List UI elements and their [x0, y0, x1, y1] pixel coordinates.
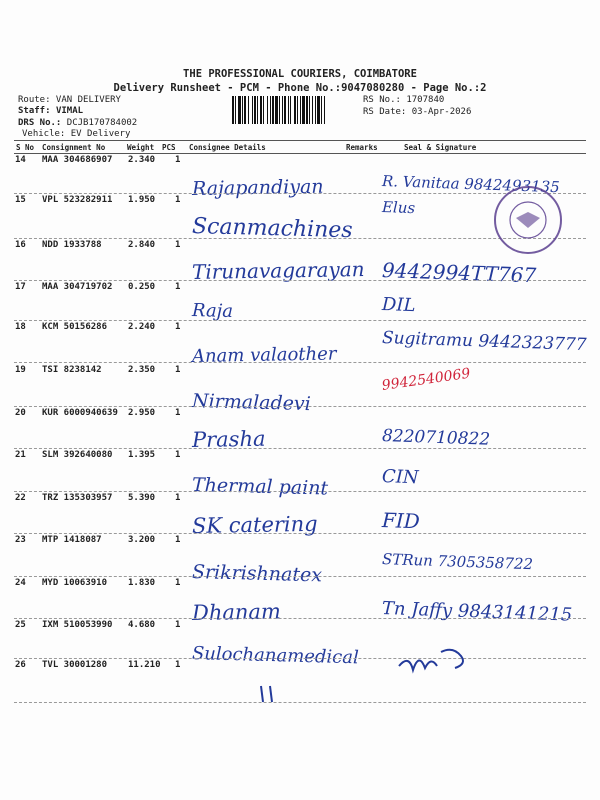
row-weight: 2.950 — [128, 408, 156, 418]
row-consignment-no: SLM 392640080 — [42, 450, 113, 460]
row-sno: 22 — [15, 493, 26, 503]
barcode-bar — [282, 96, 283, 124]
barcode-icon — [232, 96, 358, 124]
barcode-bar — [288, 96, 289, 124]
row-consignee-handwritten: SK catering — [191, 511, 318, 538]
row-pcs: 1 — [175, 578, 181, 588]
col-header-weight: Weight — [127, 143, 155, 152]
row-pcs: 1 — [175, 322, 181, 332]
row-weight: 3.200 — [128, 535, 156, 545]
barcode-bar — [306, 96, 308, 124]
row-divider — [14, 362, 586, 363]
barcode-bar — [324, 96, 325, 124]
row-signature-handwritten: FID — [381, 508, 421, 534]
row-divider — [14, 406, 586, 407]
row-consignee-handwritten: Prasha — [191, 426, 266, 452]
row-consignee-handwritten: Rajapandiyan — [191, 175, 324, 200]
row-consignee-handwritten: Srikrishnatex — [191, 561, 323, 587]
row-weight: 5.390 — [128, 493, 156, 503]
barcode-bar — [267, 96, 268, 124]
col-header-seal: Seal & Signature — [404, 143, 477, 152]
drs-label: DRS No.: — [18, 118, 62, 128]
row-sno: 25 — [15, 620, 26, 630]
staff-label: Staff: — [18, 106, 51, 116]
row-consignee-handwritten: Tirunavagarayan — [191, 256, 365, 284]
row-consignment-no: IXM 510053990 — [42, 620, 113, 630]
row-pcs: 1 — [175, 493, 181, 503]
row-signature-handwritten: R. Vanitaa 9842493135 — [381, 172, 561, 197]
barcode-bar — [309, 96, 310, 124]
row-sno: 23 — [15, 535, 26, 545]
row-consignment-no: TVL 30001280 — [42, 660, 108, 670]
row-consignment-no: MTP 1418087 — [42, 535, 102, 545]
row-consignee-handwritten: Anam valaother — [191, 343, 337, 367]
barcode-bar — [254, 96, 256, 124]
row-weight: 2.340 — [128, 155, 156, 165]
barcode-bar — [302, 96, 305, 124]
row-weight: 1.395 — [128, 450, 156, 460]
row-sno: 20 — [15, 408, 26, 418]
runsheet-subtitle: Delivery Runsheet - PCM - Phone No.:9047080280 - Page No.:2 — [113, 82, 487, 94]
row-divider — [14, 658, 586, 659]
row-pcs: 1 — [175, 660, 181, 670]
barcode-bar — [244, 96, 246, 124]
staff-info — [18, 106, 83, 116]
barcode-bar — [257, 96, 258, 124]
drs-info — [18, 118, 137, 128]
row-pcs: 1 — [175, 195, 181, 205]
barcode-bar — [290, 96, 291, 124]
row-sno: 21 — [15, 450, 26, 460]
barcode-bar — [315, 96, 316, 124]
barcode-bar — [321, 96, 322, 124]
barcode-bar — [238, 96, 241, 124]
route-info: Route: VAN DELIVERY — [18, 95, 121, 105]
row-consignment-no: TSI 8238142 — [42, 365, 102, 375]
row-weight: 2.350 — [128, 365, 156, 375]
rs-number: RS No.: 1707840 — [363, 95, 445, 105]
row-sno: 19 — [15, 365, 26, 375]
row-consignee-handwritten: Raja — [191, 300, 234, 323]
barcode-bar — [312, 96, 313, 124]
row-consignment-no: VPL 523282911 — [42, 195, 113, 205]
col-header-sno: S No — [16, 143, 35, 152]
row-signature-handwritten: DIL — [381, 294, 416, 317]
row-pcs: 1 — [175, 535, 181, 545]
row-divider — [14, 320, 586, 321]
barcode-bar — [252, 96, 253, 124]
row-consignee-handwritten: Thermal paint — [191, 474, 329, 500]
rs-date: RS Date: 03-Apr-2026 — [363, 107, 472, 117]
row-consignment-no: MAA 304686907 — [42, 155, 113, 165]
row-signature-handwritten: Sugitramu 9442323777 — [381, 328, 587, 356]
row-pcs: 1 — [175, 240, 181, 250]
col-header-remarks: Remarks — [346, 143, 378, 152]
barcode-bar — [263, 96, 264, 124]
barcode-bar — [297, 96, 298, 124]
row-pcs: 1 — [175, 282, 181, 292]
row-consignment-no: TRZ 135303957 — [42, 493, 113, 503]
barcode-bar — [248, 96, 249, 124]
row-divider — [14, 702, 586, 703]
row-consignment-no: KUR 6000940639 — [42, 408, 118, 418]
company-title: THE PROFESSIONAL COURIERS, COIMBATORE — [183, 68, 417, 80]
drs-number: DCJB170784002 — [66, 118, 138, 128]
row-divider — [14, 448, 586, 449]
col-header-consignment: Consignment No — [42, 143, 106, 152]
row-sno: 16 — [15, 240, 26, 250]
row-sno: 15 — [15, 195, 26, 205]
row-sno: 26 — [15, 660, 26, 670]
row-weight: 4.680 — [128, 620, 156, 630]
vehicle-info: Vehicle: EV Delivery — [22, 129, 131, 139]
row-consignment-no: MAA 304719702 — [42, 282, 113, 292]
row-consignment-no: NDD 1933788 — [42, 240, 102, 250]
row-consignee-handwritten: Scanmachines — [191, 214, 353, 244]
row-weight: 1.830 — [128, 578, 156, 588]
row-signature-handwritten: CIN — [381, 466, 419, 489]
row-consignee-handwritten: Dhanam — [191, 599, 282, 625]
row-consignee-handwritten: Sulochanamedical — [191, 643, 360, 669]
row-divider — [14, 491, 586, 492]
row-consignee-handwritten: Nirmaladevi — [191, 390, 311, 416]
row-sno: 24 — [15, 578, 26, 588]
barcode-bar — [235, 96, 236, 124]
barcode-bar — [279, 96, 280, 124]
row-weight: 2.240 — [128, 322, 156, 332]
row-weight: 2.840 — [128, 240, 156, 250]
barcode-bar — [260, 96, 262, 124]
row-sno: 18 — [15, 322, 26, 332]
row-sno: 14 — [15, 155, 26, 165]
row-pcs: 1 — [175, 365, 181, 375]
barcode-bar — [275, 96, 278, 124]
row-pcs: 1 — [175, 408, 181, 418]
table-top-border — [14, 140, 586, 141]
row-pcs: 1 — [175, 620, 181, 630]
table-header-border — [14, 153, 586, 154]
barcode-bar — [232, 96, 234, 124]
row-signature-handwritten: Elus — [381, 198, 416, 218]
row-divider — [14, 280, 586, 281]
barcode-bar — [294, 96, 296, 124]
barcode-bar — [284, 96, 286, 124]
barcode-bar — [317, 96, 320, 124]
staff-name: VIMAL — [55, 106, 84, 116]
row-signature-handwritten: Tn Jaffy 9843141215 — [381, 598, 573, 626]
row-signature-handwritten: 8220710822 — [381, 426, 491, 450]
barcode-bar — [270, 96, 271, 124]
row-weight: 0.250 — [128, 282, 156, 292]
signature-scribble-icon — [395, 644, 475, 679]
row-divider — [14, 618, 586, 619]
row-signature-handwritten: STRun 7305358722 — [381, 550, 534, 574]
row-consignment-no: MYD 10063910 — [42, 578, 108, 588]
ditto-mark-icon — [257, 684, 277, 706]
barcode-bar — [242, 96, 243, 124]
col-header-consignee: Consignee Details — [189, 143, 266, 152]
row-consignment-no: KCM 50156286 — [42, 322, 108, 332]
col-header-pcs: PCS — [162, 143, 176, 152]
row-signature-handwritten: 9442994TT767 — [381, 258, 537, 288]
row-pcs: 1 — [175, 450, 181, 460]
company-seal-stamp-icon — [483, 182, 573, 258]
row-weight: 1.950 — [128, 195, 156, 205]
row-divider — [14, 533, 586, 534]
row-pcs: 1 — [175, 155, 181, 165]
row-signature-handwritten: 9942540069 — [380, 365, 472, 394]
barcode-bar — [300, 96, 301, 124]
row-sno: 17 — [15, 282, 26, 292]
barcode-bar — [272, 96, 274, 124]
row-divider — [14, 576, 586, 577]
row-weight: 11.210 — [128, 660, 161, 670]
